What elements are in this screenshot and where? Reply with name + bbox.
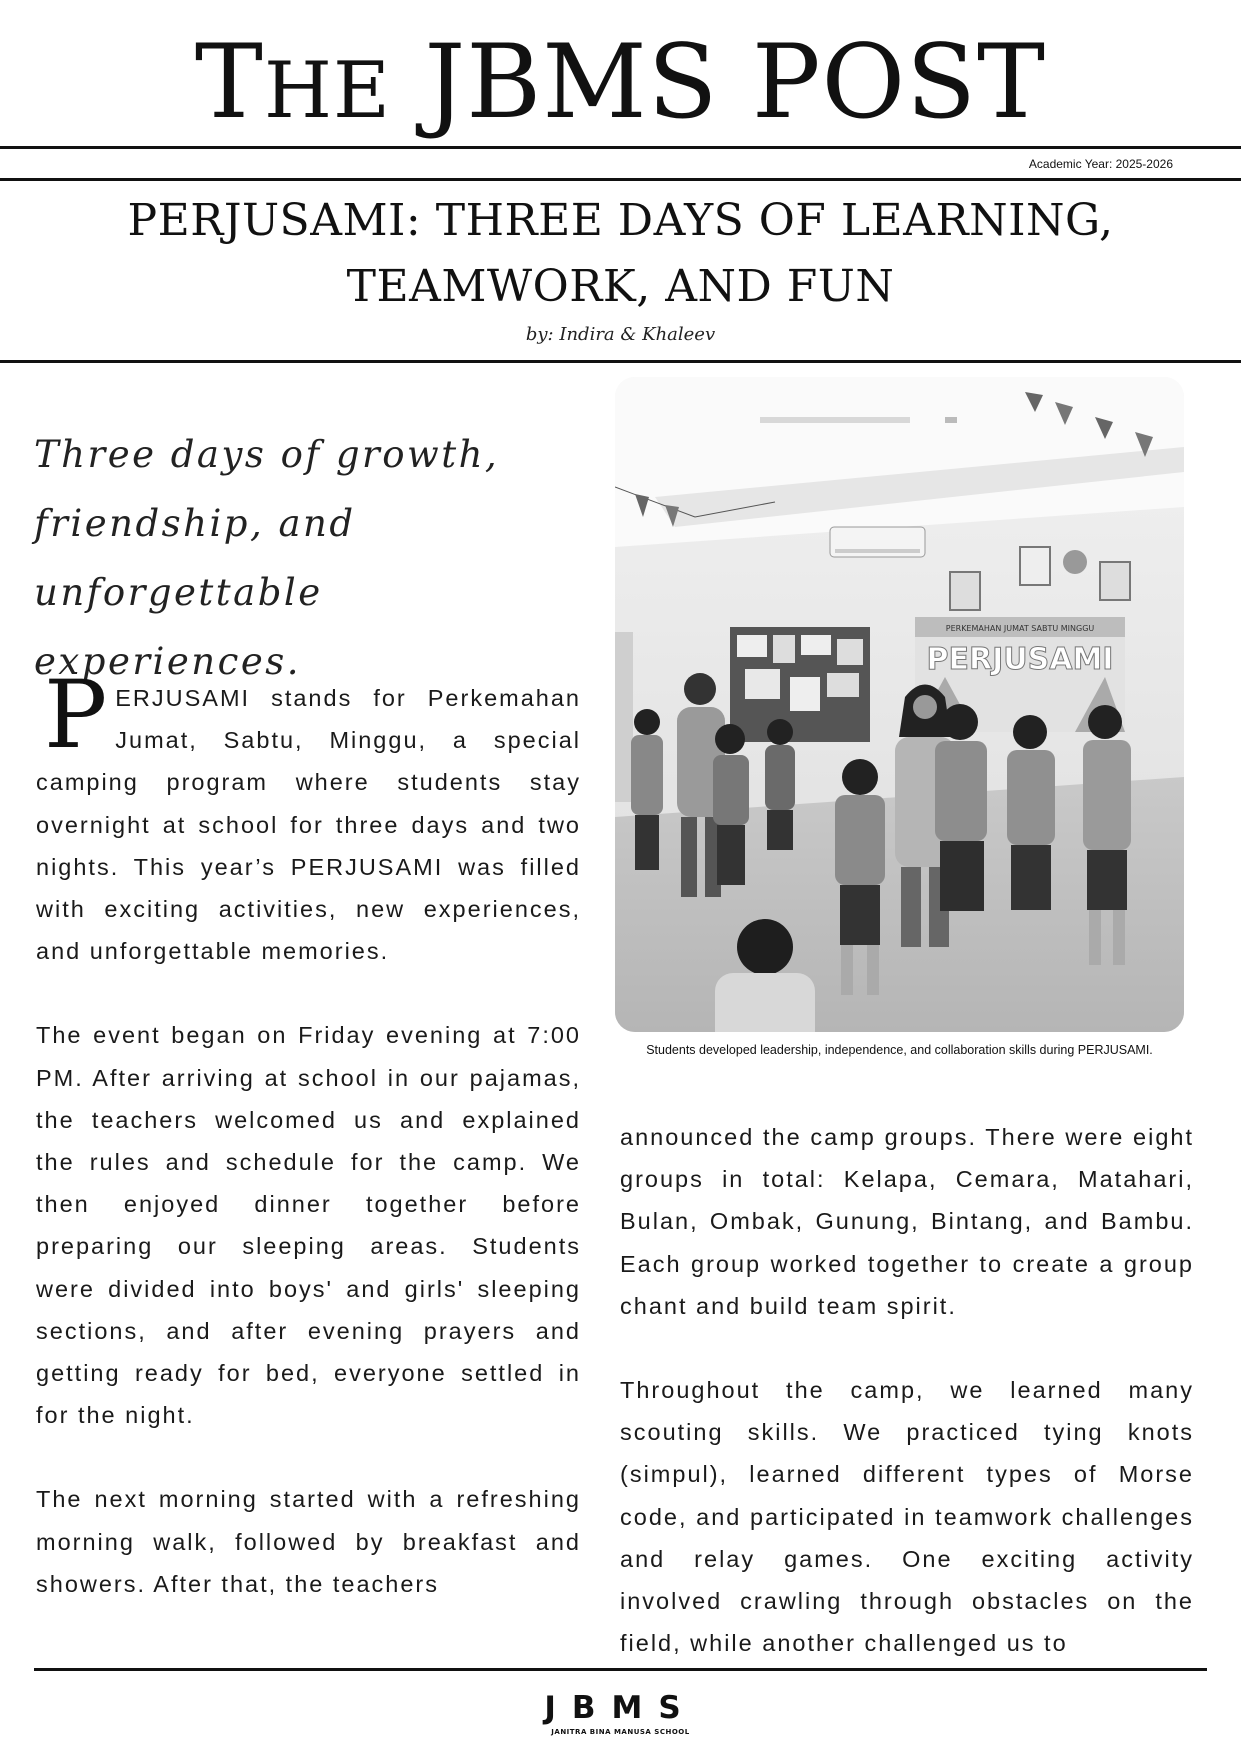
rule-below-year (0, 178, 1241, 181)
photo-caption: Students developed leadership, independence, and collaboration skills during PERJUSAMI. (646, 1043, 1153, 1057)
headline-line-1: PERJUSAMI: THREE DAYS OF LEARNING, (127, 195, 1114, 246)
masthead-rest: HE (263, 46, 391, 136)
paragraph-1 (36, 661, 581, 972)
paragraph-4: announced the camp groups. There were eight groups in total: Kelapa, Cemara, Matahari, Bulan, Ombak, Gunung, Bintang, and Bambu. Each group worked together to create a group chant and build team spirit. (620, 1124, 1194, 1319)
masthead-title (0, 23, 1241, 146)
drop-cap: P (44, 661, 110, 770)
footer-logo: JBMS (544, 1690, 697, 1726)
article-column-left (36, 661, 581, 1605)
rule-below-byline (0, 360, 1241, 363)
rule-top (0, 146, 1241, 149)
article-headline (60, 188, 1181, 320)
paragraph-1-text: ERJUSAMI stands for Perkemahan Jumat, Sabtu, Minggu, a special camping program where students stay overnight at school for three days and two nights. This year’s PERJUSAMI was filled with exciting activities, new experiences, and unforgettable memories. (36, 685, 581, 965)
byline: by: Indira & Khaleev (525, 324, 716, 345)
masthead-tail: JBMS POST (424, 23, 1047, 142)
footer-rule (34, 1668, 1207, 1671)
headline-line-2: TEAMWORK, AND FUN (346, 261, 895, 312)
paragraph-3: The next morning started with a refreshing morning walk, followed by breakfast and showers. After that, the teachers (36, 1486, 581, 1597)
academic-year: Academic Year: 2025-2026 (1028, 157, 1173, 171)
photo-banner-main: PERJUSAMI (926, 642, 1114, 677)
photo-banner-top: PERKEMAHAN JUMAT SABTU MINGGU (945, 624, 1095, 633)
masthead-first-letter: T (194, 23, 264, 142)
article-column-right (620, 1116, 1194, 1664)
article-photo (615, 377, 1184, 1032)
paragraph-5: Throughout the camp, we learned many scouting skills. We practiced tying knots (simpul), learned different types of Morse code, and participated in teamwork challenges and relay games. One exciting activity involved crawling through obstacles on the field, while another challenged us to (620, 1377, 1194, 1657)
lede: Three days of growth, friendship, and unforgettable experiences. (34, 433, 500, 683)
photo-illustration (615, 377, 1184, 1032)
paragraph-2: The event began on Friday evening at 7:00 PM. After arriving at school in our pajamas, the teachers welcomed us and explained the rules and schedule for the camp. We then enjoyed dinner together before preparing our sleeping areas. Students were divided into boys' and girls' sleeping sections, and after evening prayers and getting ready for bed, everyone settled in for the night. (36, 1022, 581, 1429)
footer-school-name: JANITRA BINA MANUSA SCHOOL (551, 1728, 690, 1736)
